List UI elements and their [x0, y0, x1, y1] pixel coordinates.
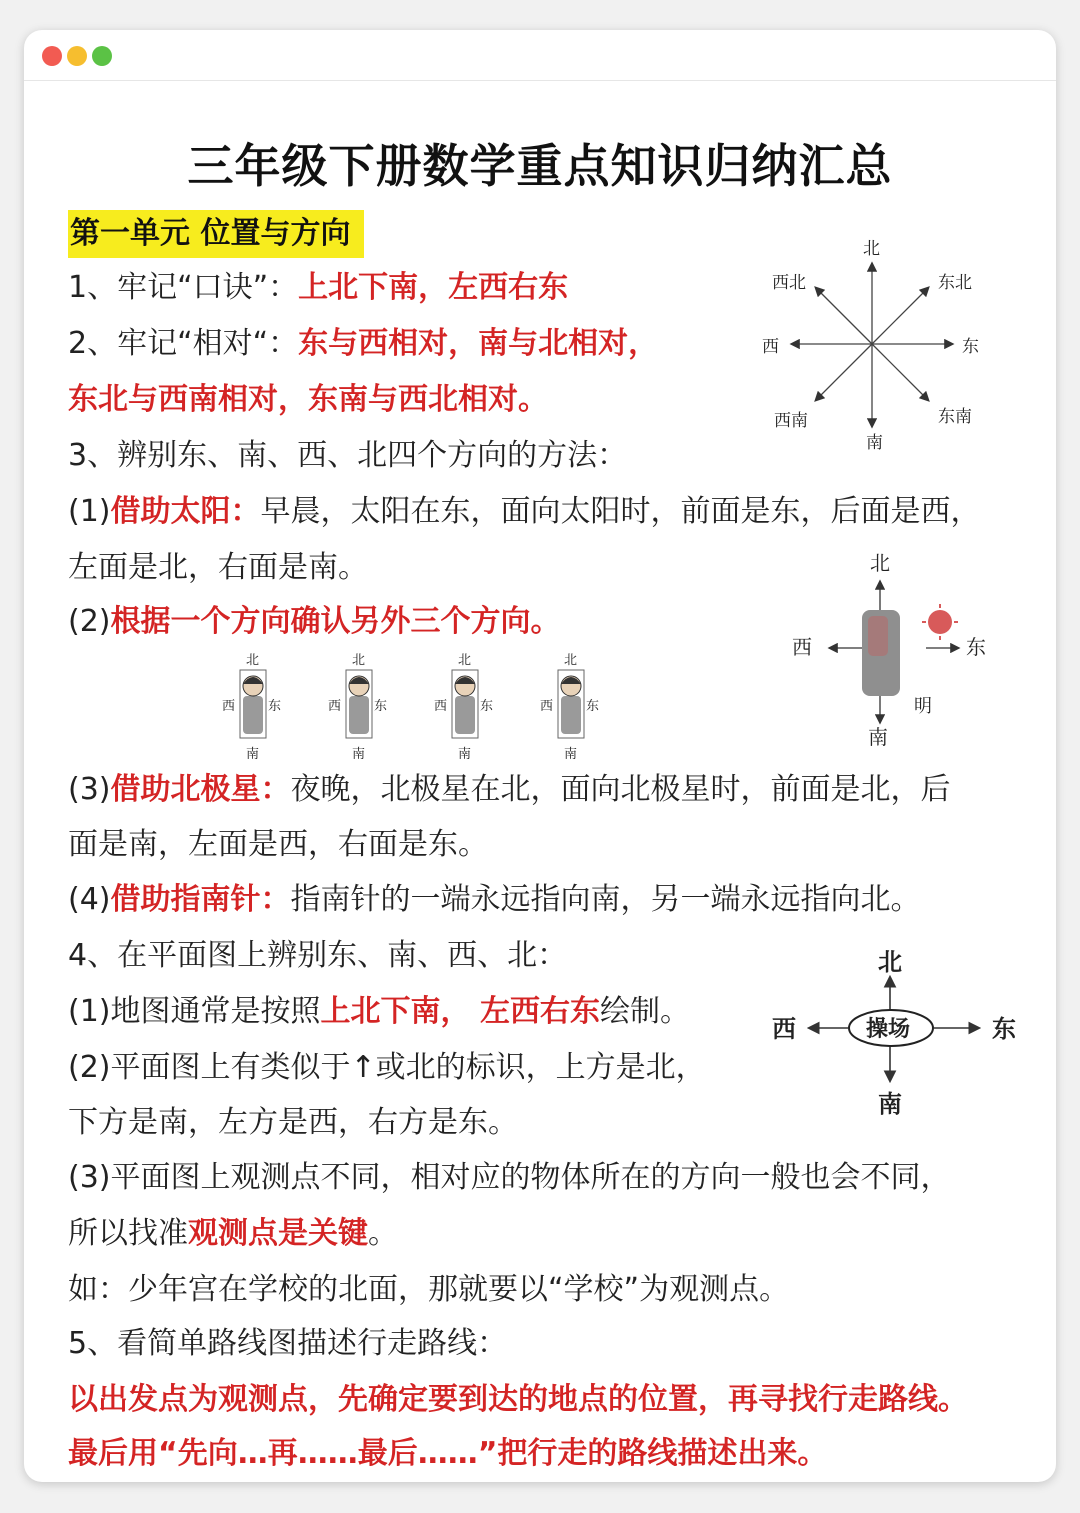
boy-figure: [434, 653, 493, 762]
boy-label-w: 西: [328, 699, 342, 714]
boy-label-e: 东: [268, 699, 282, 714]
line-18: 5、看简单路线图描述行走路线：: [68, 1326, 508, 1361]
playground-center-label: 操场: [866, 1016, 911, 1042]
line-11: 4、在平面图上辨别东、南、西、北：: [68, 938, 568, 973]
line-5: (1)借助太阳：早晨，太阳在东，面向太阳时，前面是东，后面是西，: [68, 494, 981, 529]
line-9: 面是南，左面是西，右面是东。: [68, 827, 488, 862]
line-6: 左面是北，右面是南。: [68, 550, 368, 585]
boy-figure: [222, 653, 281, 762]
sun-icon: [928, 610, 952, 634]
maximize-window-button[interactable]: [92, 46, 112, 66]
boy-label-n: 北: [564, 653, 578, 668]
boy-label-n: 北: [246, 653, 260, 668]
boy-label-e: 东: [480, 699, 494, 714]
sunfig-label-e: 东: [966, 635, 986, 659]
compass-label-ne: 东北: [938, 273, 972, 293]
boy-label-n: 北: [458, 653, 472, 668]
sunfig-label-w: 西: [792, 635, 812, 659]
compass-label-w: 西: [762, 337, 779, 357]
boy-label-s: 南: [564, 747, 578, 762]
boy-figure: [540, 653, 599, 762]
boy-figure: [328, 653, 387, 762]
sunfig-label-s: 南: [868, 725, 888, 749]
boy-orientation-figures: [194, 644, 634, 762]
playground-map-diagram: [764, 942, 1034, 1122]
page-title: 三年级下册数学重点知识归纳汇总: [187, 139, 893, 193]
line-2: 2、牢记“相对“：东与西相对，南与北相对，: [68, 326, 659, 361]
compass-label-n: 北: [863, 239, 880, 259]
playground-label-s: 南: [878, 1089, 902, 1118]
close-window-button[interactable]: [42, 46, 62, 66]
window-titlebar: [24, 30, 1056, 81]
boy-label-e: 东: [374, 699, 388, 714]
sun-direction-diagram: [784, 542, 1024, 752]
line-15: (3)平面图上观测点不同，相对应的物体所在的方向一般也会不同，: [68, 1160, 951, 1195]
compass-rose-diagram: [750, 230, 1020, 460]
line-13: (2)平面图上有类似于↑或北的标识，上方是北，: [68, 1050, 706, 1085]
line-12: (1)地图通常是按照上北下南， 左西右东绘制。: [68, 994, 691, 1029]
sunfig-label-n: 北: [870, 551, 890, 575]
line-3: 东北与西南相对，东南与西北相对。: [68, 382, 548, 417]
line-8: (3)借助北极星：夜晚，北极星在北，面向北极星时，前面是北，后: [68, 772, 951, 807]
compass-label-s: 南: [866, 433, 883, 453]
playground-label-e: 东: [992, 1014, 1016, 1043]
compass-label-se: 东南: [938, 407, 972, 427]
line-20: 最后用“先向…再……最后……”把行走的路线描述出来。: [68, 1436, 828, 1471]
line-14: 下方是南，左方是西，右方是东。: [68, 1105, 518, 1140]
line-17: 如：少年宫在学校的北面，那就要以“学校”为观测点。: [68, 1272, 790, 1307]
boy-label-w: 西: [434, 699, 448, 714]
boy-label-w: 西: [540, 699, 554, 714]
line-1: 1、牢记“口诀”：上北下南，左西右东: [68, 270, 569, 305]
line-19: 以出发点为观测点，先确定要到达的地点的位置，再寻找行走路线。: [68, 1382, 968, 1417]
section-heading: 第一单元 位置与方向: [68, 210, 364, 258]
boy-label-e: 东: [586, 699, 600, 714]
app-window: [24, 30, 1056, 1482]
line-4: 3、辨别东、南、西、北四个方向的方法：: [68, 438, 628, 473]
playground-label-w: 西: [772, 1014, 796, 1043]
boy-label-n: 北: [352, 653, 366, 668]
line-16: 所以找准观测点是关键。: [68, 1216, 398, 1251]
boy-label-s: 南: [458, 747, 472, 762]
compass-label-nw: 西北: [772, 273, 806, 293]
compass-label-sw: 西南: [774, 411, 808, 431]
minimize-window-button[interactable]: [67, 46, 87, 66]
boy-label-w: 西: [222, 699, 236, 714]
sunfig-person-name: 明: [914, 696, 932, 717]
line-7: (2)根据一个方向确认另外三个方向。: [68, 604, 561, 639]
boy-label-s: 南: [246, 747, 260, 762]
compass-label-e: 东: [962, 337, 979, 357]
line-10: (4)借助指南针：指南针的一端永远指向南，另一端永远指向北。: [68, 882, 921, 917]
boy-label-s: 南: [352, 747, 366, 762]
playground-label-n: 北: [878, 947, 902, 976]
